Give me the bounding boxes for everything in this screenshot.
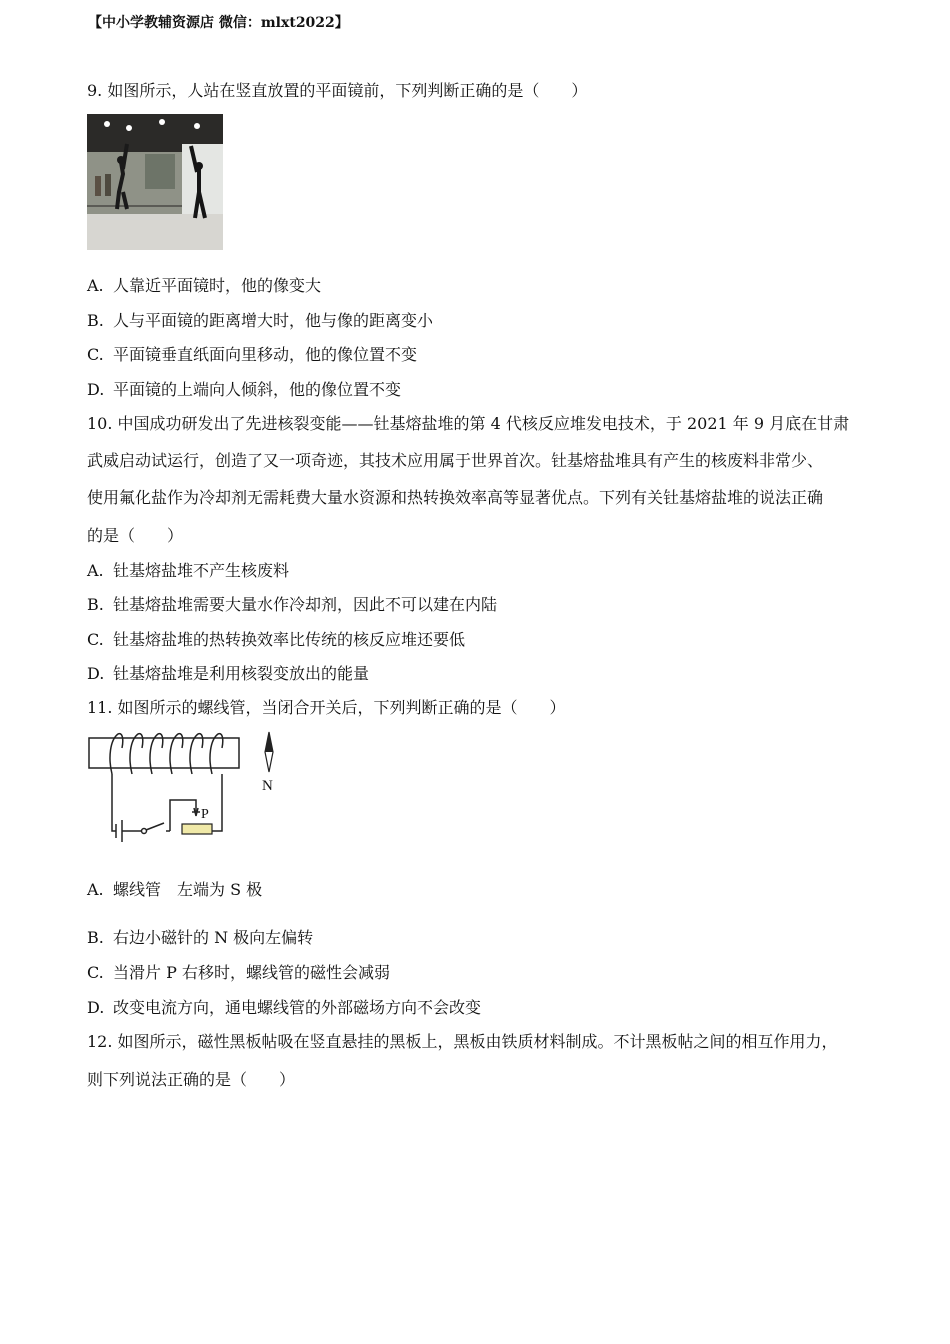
q9-option-b: B. 人与平面镜的距离增大时，他与像的距离变小 (87, 311, 434, 330)
q10-stem-line-1: 10. 中国成功研发出了先进核裂变能——钍基熔盐堆的第 4 代核反应堆发电技术，于 2021 年 9 月底在甘肃 (87, 414, 850, 433)
q9-option-c: C. 平面镜垂直纸面向里移动，他的像位置不变 (87, 345, 418, 364)
q10-option-b: B. 钍基熔盐堆需要大量水作冷却剂，因此不可以建在内陆 (87, 595, 498, 614)
q9-stem: 9. 如图所示，人站在竖直放置的平面镜前，下列判断正确的是（ ） (87, 81, 588, 100)
q11-option-a: A. 螺线管 左端为 S 极 (87, 880, 263, 899)
q12-stem-line-1: 12. 如图所示，磁性黑板帖吸在竖直悬挂的黑板上，黑板由铁质材料制成。不计黑板帖之间的相互作用力， (87, 1032, 838, 1051)
q9-option-a: A. 人靠近平面镜时，他的像变大 (87, 276, 322, 295)
q10-stem-line-4: 的是（ ） (87, 526, 184, 545)
q10-stem-line-2: 武威启动试运行，创造了又一项奇迹，其技术应用属于世界首次。钍基熔盐堆具有产生的核废料非常少、 (87, 451, 824, 470)
compass-needle-icon (258, 730, 284, 794)
q11-option-c: C. 当滑片 P 右移时，螺线管的磁性会减弱 (87, 963, 390, 982)
q10-option-c: C. 钍基熔盐堆的热转换效率比传统的核反应堆还要低 (87, 630, 466, 649)
q9-option-d: D. 平面镜的上端向人倾斜，他的像位置不变 (87, 380, 402, 399)
q10-option-a: A. 钍基熔盐堆不产生核废料 (87, 561, 290, 580)
q10-stem-line-3: 使用氟化盐作为冷却剂无需耗费大量水资源和热转换效率高等显著优点。下列有关钍基熔盐堆的说法正确 (87, 488, 824, 507)
q11-stem: 11. 如图所示的螺线管，当闭合开关后，下列判断正确的是（ ） (87, 698, 566, 717)
header-watermark: 【中小学教辅资源店 微信：mlxt2022】 (88, 15, 349, 31)
mirror-dance-studio-photo (87, 114, 223, 250)
compass-n-label: N (262, 778, 273, 794)
q12-stem-line-2: 则下列说法正确的是（ ） (87, 1070, 296, 1089)
q11-option-b: B. 右边小磁针的 N 极向左偏转 (87, 928, 314, 947)
q11-option-d: D. 改变电流方向，通电螺线管的外部磁场方向不会改变 (87, 998, 482, 1017)
solenoid-circuit-diagram (86, 728, 286, 848)
q10-option-d: D. 钍基熔盐堆是利用核裂变放出的能量 (87, 664, 370, 683)
slider-p-label: P (201, 807, 209, 822)
